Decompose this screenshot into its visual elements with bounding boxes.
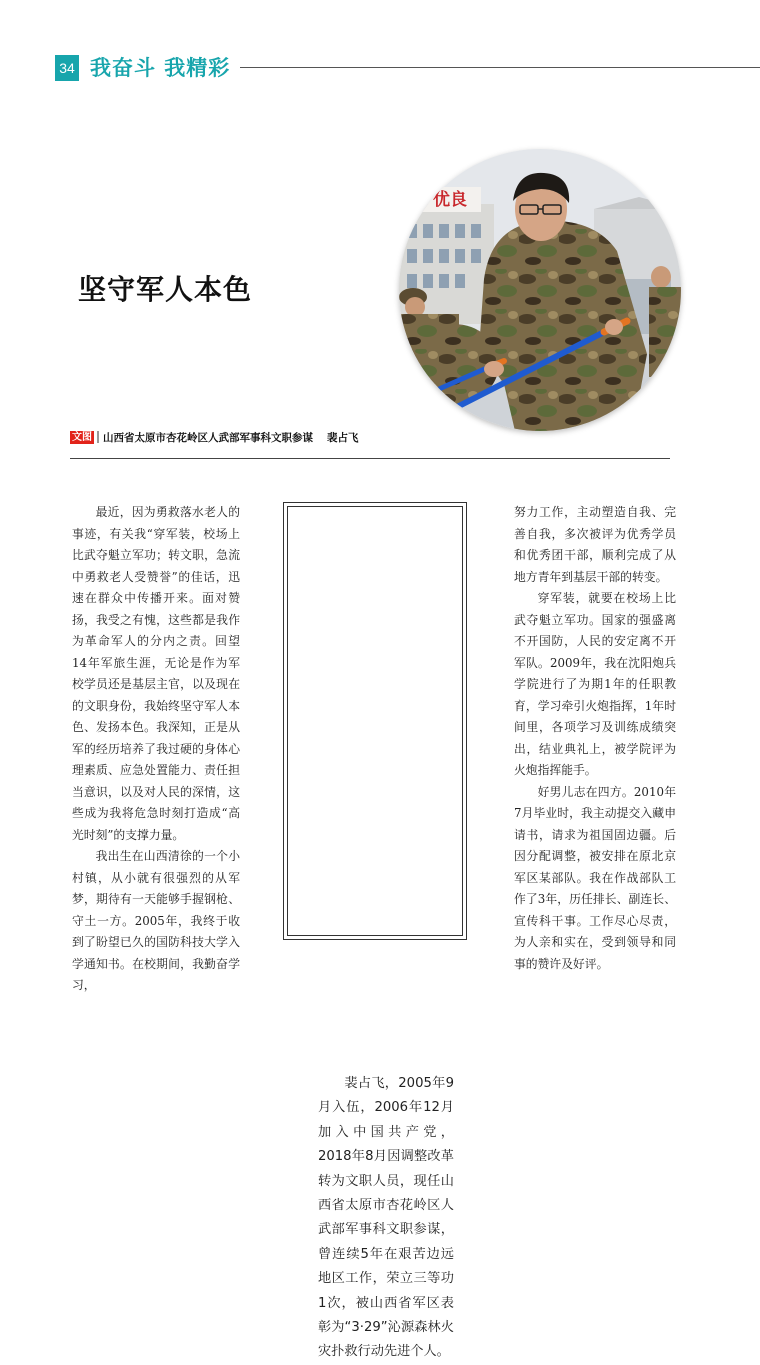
article-title: 坚守军人本色 — [78, 273, 253, 306]
byline-divider — [97, 431, 99, 443]
right-column — [514, 502, 676, 975]
paragraph: 好男儿志在四方。2010年7月毕业时，我主动提交入藏申请书，请求为祖国固边疆。后因分配调整，被安排在原北京军区某部队。我在作战部队工作了3年，历任排长、副连长、宣传科干事。工作尽心尽责，为人亲和实在，受到领导和同事的赞许及好评。 — [514, 784, 676, 971]
bio-box-inner-border — [287, 506, 463, 1360]
byline-rule — [70, 458, 670, 459]
paragraph: 最近，因为勇救落水老人的事迹，有关我“穿军装，校场上比武夺魁立军功；转文职，急流中勇救老人受赞誉”的佳话，迅速在群众中传播开来。面对赞扬，我受之有愧，这些都是我作为革命军人的分内之责。回望14年军旅生涯，无论是作为军校学员还是基层主官，以及现在的文职身份，我始终坚守军人本色、发扬本色。我深知，正是从军的经历培养了我过硬的身体心理素质、应急处置能力、责任担当意识，以及对人民的深情，这些成为我将危急时刻打造成“高光时刻”的支撑力量。 — [72, 505, 240, 842]
paragraph: 我出生在山西清徐的一个小村镇，从小就有很强烈的从军梦，期待有一天能够手握钢枪、守土一方。2005年，我终于收到了盼望已久的国防科技大学入学通知书。在校期间，我勤奋学习， — [72, 849, 240, 992]
bio-box — [283, 502, 467, 1360]
page-number: 34 — [55, 55, 79, 81]
soldiers-photo — [399, 149, 681, 431]
bio-text: 裴占飞，2005年9月入伍，2006年12月加入中国共产党，2018年8月因调整改革转为文职人员，现任山西省太原市杏花岭区人武部军事科文职参谋，曾连续5年在艰苦边远地区工作，荣立三等功1次，被山西省军区表彰为“3·29”沁源森林火灾扑救行动先进个人。 — [318, 1076, 454, 1360]
header-rule — [240, 67, 760, 68]
section-title: 我奋斗 我精彩 — [90, 56, 231, 80]
left-column — [72, 502, 240, 997]
byline-tag: 文图 — [72, 431, 92, 443]
paragraph: 穿军装，就要在校场上比武夺魁立军功。国家的强盛离不开国防，人民的安定离不开军队。2009年，我在沈阳炮兵学院进行了为期1年的任职教育，学习牵引火炮指挥，1年时间里，各项学习及训练成绩突出，结业典礼上，被学院评为火炮指挥能手。 — [514, 591, 676, 777]
byline-affiliation: 山西省太原市杏花岭区人武部军事科文职参谋 — [103, 431, 313, 444]
photo-sign-text: 优良 — [433, 190, 467, 210]
byline-author: 裴占飞 — [327, 431, 359, 444]
paragraph: 努力工作，主动塑造自我、完善自我，多次被评为优秀学员和优秀团干部，顺利完成了从地方青年到基层干部的转变。 — [514, 505, 676, 584]
byline — [70, 429, 680, 445]
